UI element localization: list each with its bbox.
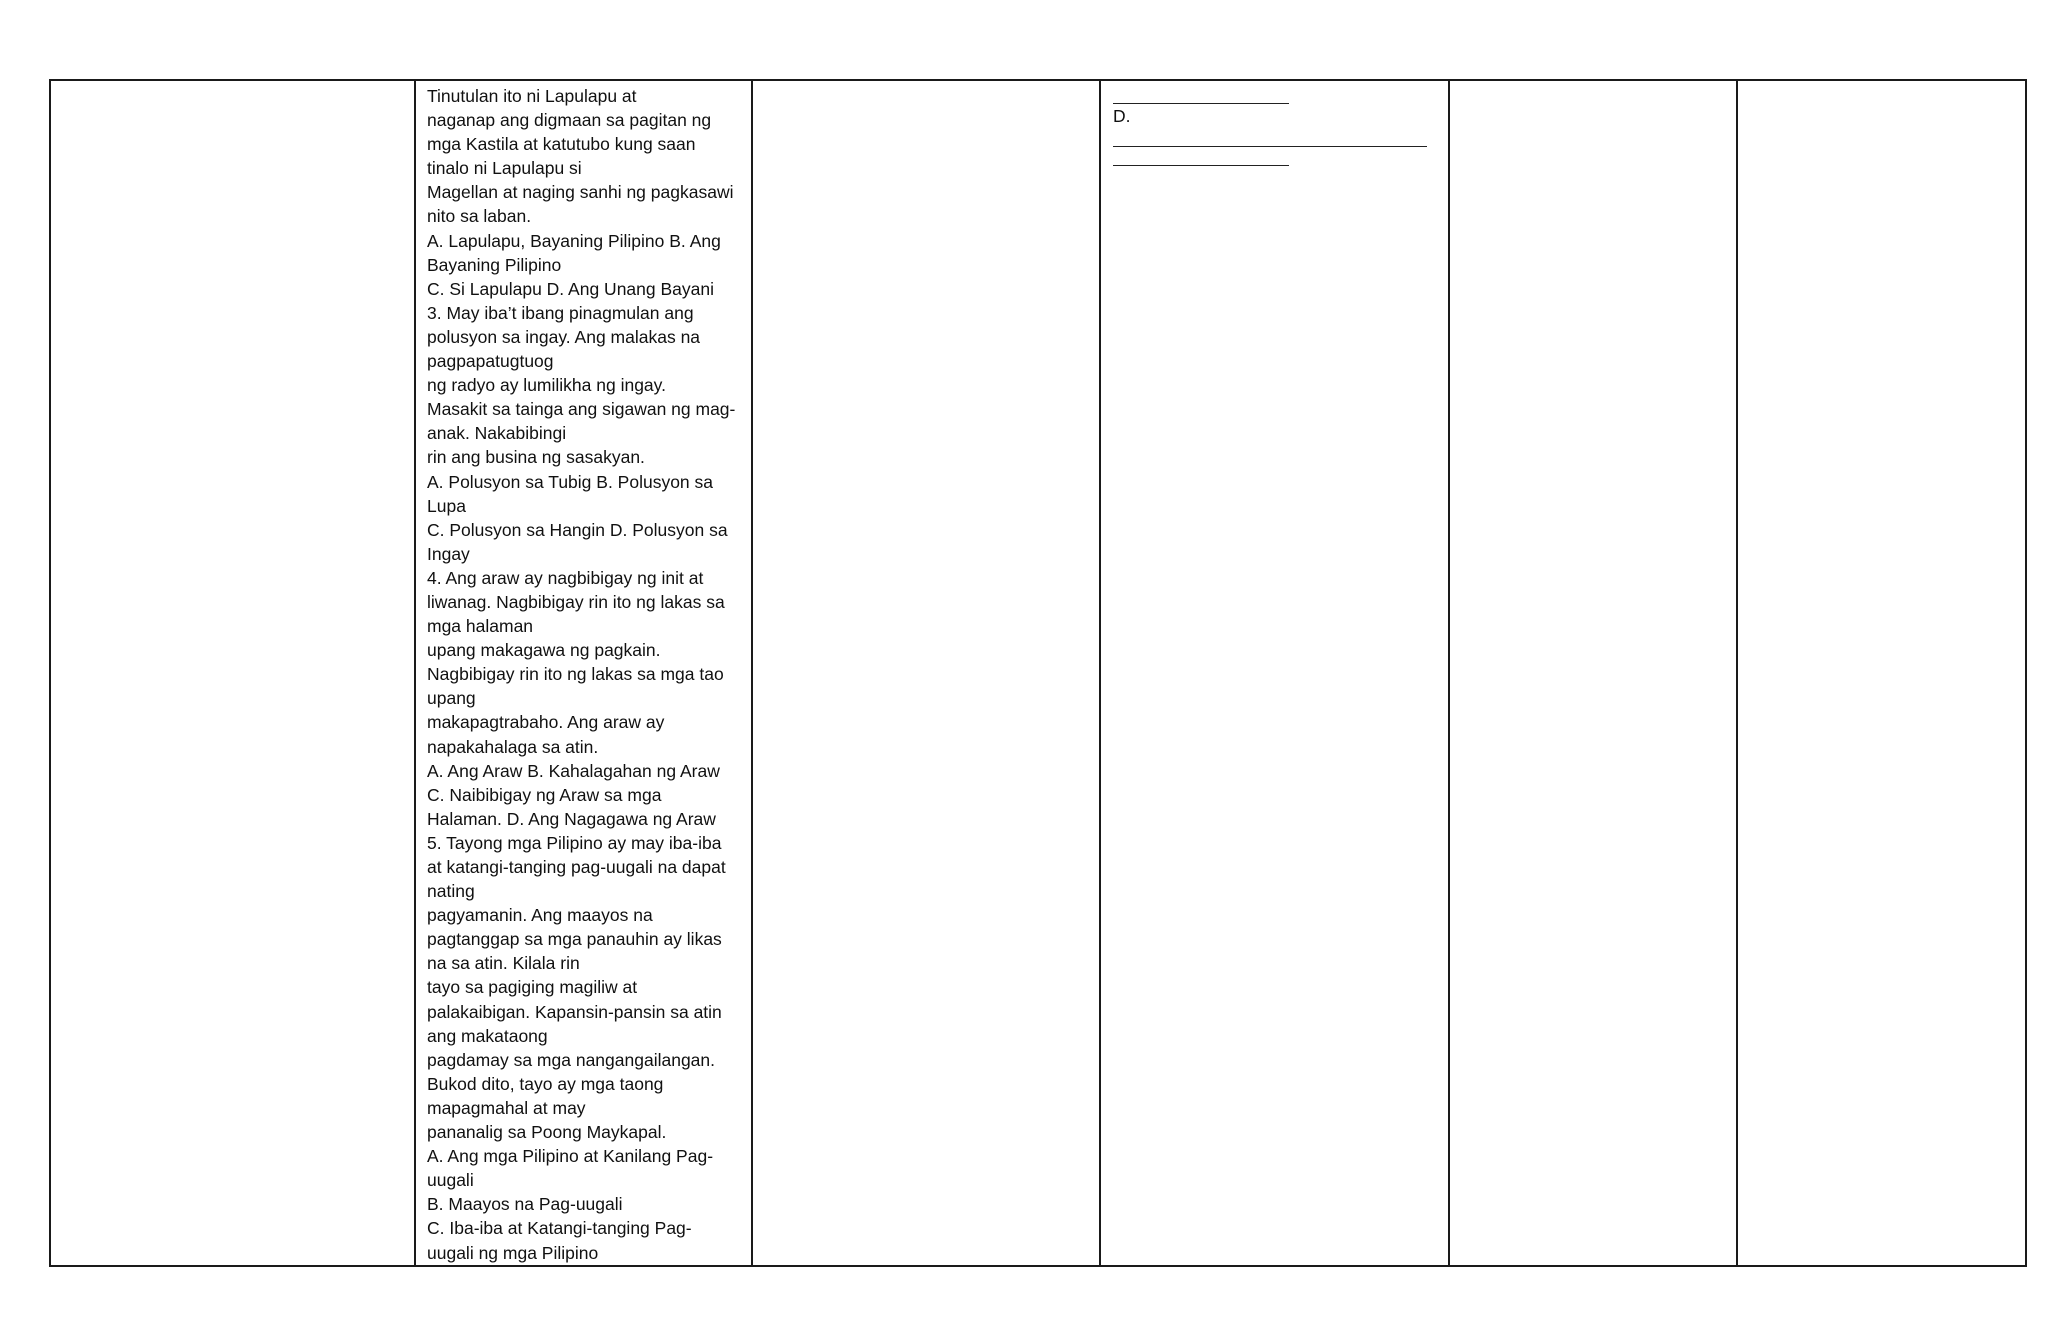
text-line: mapagmahal at may	[427, 1097, 586, 1118]
lesson-plan-table	[49, 79, 2027, 1267]
answer-blank-line	[1113, 128, 1427, 147]
answer-blank-line	[1113, 85, 1289, 104]
text-line: Tinutulan ito ni Lapulapu at	[427, 86, 637, 106]
text-line: upang	[427, 688, 476, 709]
text-line: mga Kastila at katutubo kung saan	[427, 134, 696, 155]
blank-cell-3	[752, 80, 1100, 1266]
text-line: makapagtrabaho. Ang araw ay	[427, 712, 665, 733]
text-line: C. Polusyon sa Hangin D. Polusyon sa	[427, 519, 728, 540]
text-line: B. Maayos na Pag-uugali	[427, 1194, 623, 1215]
text-line: C. Naibibigay ng Araw sa mga	[427, 784, 662, 805]
text-line: Masakit sa tainga ang sigawan ng mag-	[427, 399, 736, 420]
text-line: anak. Nakabibingi	[427, 423, 567, 444]
text-line: napakahalaga sa atin.	[427, 736, 599, 757]
text-line: Halaman. D. Ang Nagagawa ng Araw	[427, 808, 716, 829]
answer-blanks	[1101, 81, 1448, 166]
text-line: A. Ang mga Pilipino at Kanilang Pag-	[427, 1146, 714, 1167]
text-line: Lupa	[427, 495, 466, 516]
text-line: ang makataong	[427, 1025, 548, 1046]
text-line: palakaibigan. Kapansin-pansin sa atin	[427, 1001, 722, 1022]
text-line: C. Iba-iba at Katangi-tanging Pag-	[427, 1218, 692, 1239]
text-line: C. Si Lapulapu D. Ang Unang Bayani	[427, 278, 714, 299]
choice-d-label: D.	[1113, 106, 1131, 126]
text-line: Bukod dito, tayo ay mga taong	[427, 1073, 664, 1094]
text-line: rin ang busina ng sasakyan.	[427, 447, 645, 468]
text-line: naganap ang digmaan sa pagitan ng	[427, 110, 712, 131]
text-line: ng radyo ay lumilikha ng ingay.	[427, 375, 666, 396]
text-line: pananalig sa Poong Maykapal.	[427, 1122, 667, 1143]
blank-cell-6	[1737, 80, 2026, 1266]
text-line: Nagbibigay rin ito ng lakas sa mga tao	[427, 664, 724, 685]
text-line: mga halaman	[427, 616, 534, 637]
text-line: Magellan at naging sanhi ng pagkasawi	[427, 182, 734, 203]
text-line: tinalo ni Lapulapu si	[427, 158, 582, 179]
text-line: tayo sa pagiging magiliw at	[427, 977, 638, 998]
text-line: Bayaning Pilipino	[427, 254, 562, 275]
answer-blank-line	[1113, 147, 1289, 166]
text-line: uugali	[427, 1170, 474, 1191]
answer-blanks-cell	[1100, 80, 1449, 1266]
text-line: polusyon sa ingay. Ang malakas na	[427, 326, 701, 347]
text-line: liwanag. Nagbibigay rin ito ng lakas sa	[427, 591, 725, 612]
text-line: nito sa laban.	[427, 206, 532, 227]
reading-passage-text	[416, 81, 751, 1265]
text-line: pagtanggap sa mga panauhin ay likas	[427, 929, 722, 950]
text-line: 5. Tayong mga Pilipino ay may iba-iba	[427, 832, 722, 853]
text-line: 3. May iba’t ibang pinagmulan ang	[427, 302, 694, 323]
blank-cell-1	[50, 80, 415, 1266]
text-line: A. Ang Araw B. Kahalagahan ng Araw	[427, 760, 720, 781]
text-line: Ingay	[427, 543, 470, 564]
text-line: na sa atin. Kilala rin	[427, 953, 580, 974]
table-row	[50, 80, 2026, 1266]
text-line: pagdamay sa mga nangangailangan.	[427, 1049, 715, 1070]
text-line: uugali ng mga Pilipino	[427, 1242, 599, 1263]
blank-cell-5	[1449, 80, 1737, 1266]
text-line: pagpapatugtuog	[427, 351, 554, 372]
reading-passage-cell	[415, 80, 752, 1266]
text-line: pagyamanin. Ang maayos na	[427, 905, 653, 926]
text-line: at katangi-tanging pag-uugali na dapat	[427, 857, 726, 877]
text-line: A. Polusyon sa Tubig B. Polusyon sa	[427, 471, 713, 492]
text-line: A. Lapulapu, Bayaning Pilipino B. Ang	[427, 230, 721, 251]
text-line: 4. Ang araw ay nagbibigay ng init at	[427, 567, 704, 588]
text-line: upang makagawa ng pagkain.	[427, 640, 661, 661]
text-line: nating	[427, 881, 475, 902]
